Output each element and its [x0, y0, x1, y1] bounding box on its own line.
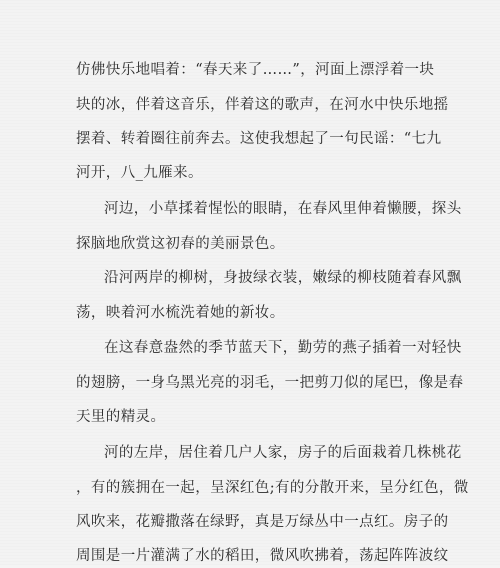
text-line: ，有的簇拥在一起，呈深红色;有的分散开来，呈分红色，微	[76, 480, 469, 496]
text-line: 沿河两岸的柳树，身披绿衣装，嫩绿的柳枝随着春风飘	[104, 270, 462, 286]
text-line: 的翅膀，一身乌黑光亮的羽毛，一把剪刀似的尾巴，像是春	[76, 375, 464, 391]
text-line: 在这春意盎然的季节蓝天下，勤劳的燕子插着一对轻快	[104, 340, 462, 356]
text-line: 河开，八_九雁来。	[76, 165, 203, 181]
text-line: 风吹来，花瓣撒落在绿野，真是万绿丛中一点红。房子的	[76, 514, 449, 530]
text-line: 河的左岸，居住着几户人家，房子的后面栽着几株桃花	[104, 445, 462, 461]
text-line: 天里的精灵。	[76, 409, 166, 425]
text-line: 荡，映着河水梳洗着她的新妆。	[76, 305, 285, 321]
text-line: 块的冰，伴着这音乐，伴着这的歌声，在河水中快乐地摇	[76, 97, 449, 113]
text-line: 探脑地欣赏这初春的美丽景色。	[76, 236, 285, 252]
text-line: 仿佛快乐地唱着：“春天来了……”，河面上漂浮着一块	[76, 62, 435, 78]
text-line: 河边，小草揉着惺忪的眼睛，在春风里伸着懒腰，探头	[104, 201, 462, 217]
text-line: 摆着、转着圈往前奔去。这使我想起了一句民谣：“七九	[76, 131, 442, 147]
text-line: 周围是一片灌满了水的稻田，微风吹拂着，荡起阵阵波纹	[76, 548, 449, 564]
